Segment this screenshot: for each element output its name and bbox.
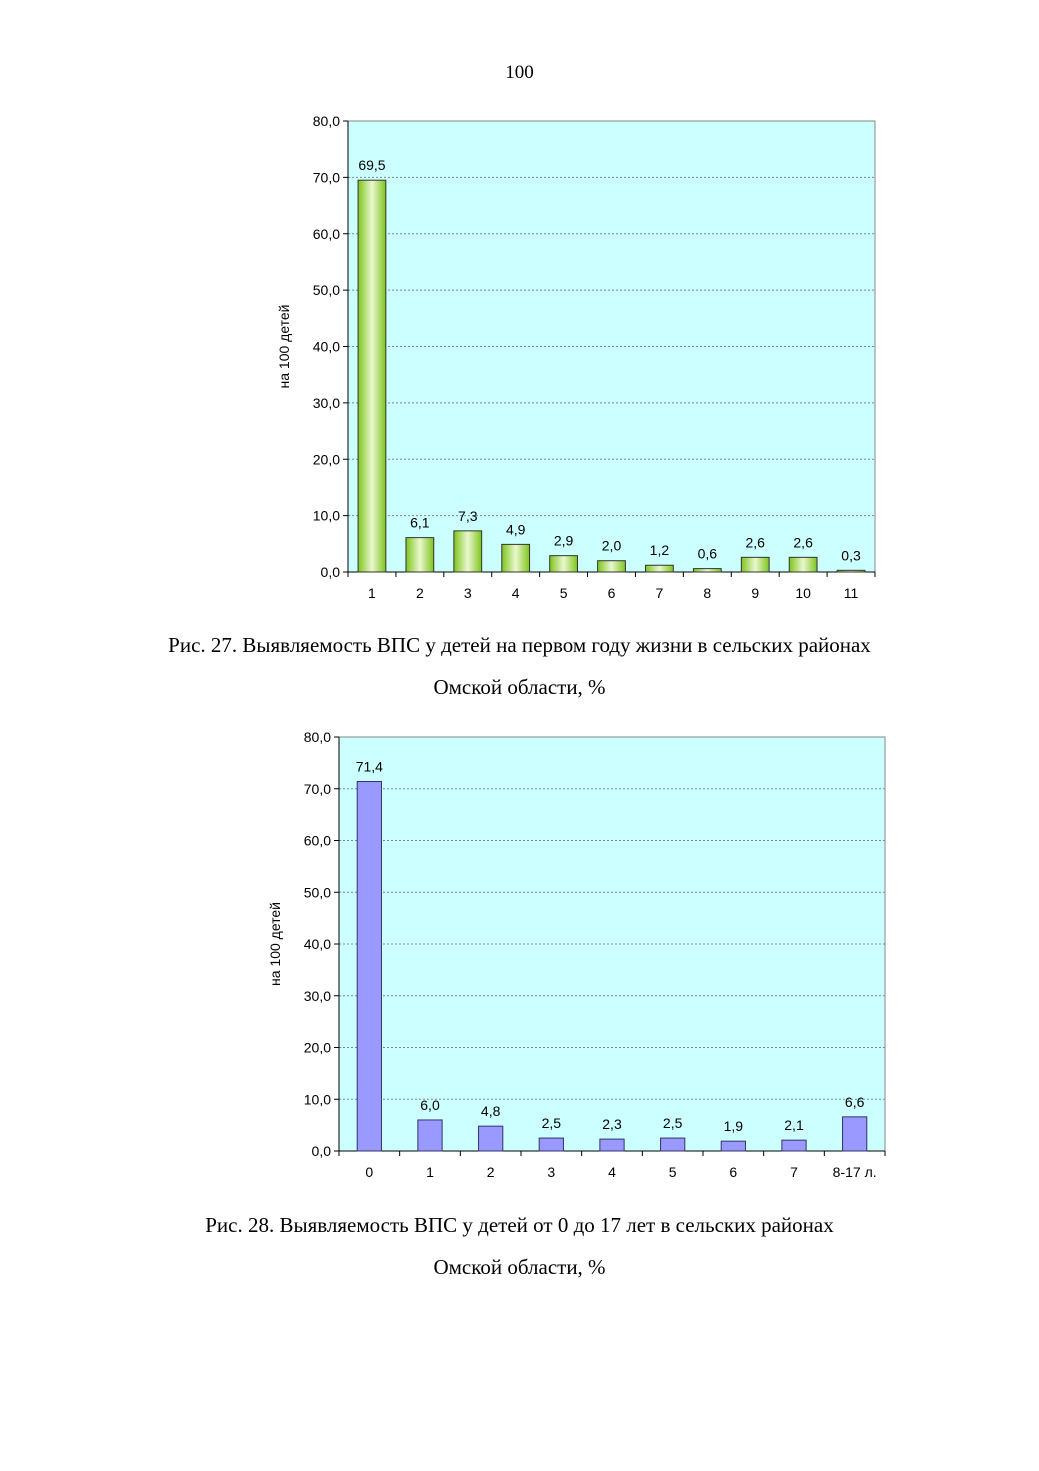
y-tick-label: 60,0 bbox=[312, 225, 340, 242]
y-tick-label: 30,0 bbox=[303, 987, 331, 1004]
bar bbox=[782, 1140, 806, 1151]
bar bbox=[661, 1138, 685, 1151]
y-tick-label: 80,0 bbox=[303, 729, 331, 745]
data-label: 6,6 bbox=[844, 1093, 865, 1110]
data-label: 2,0 bbox=[601, 537, 622, 554]
data-label: 1,9 bbox=[723, 1118, 744, 1135]
y-axis-label: на 100 детей bbox=[276, 304, 292, 389]
y-tick-label: 70,0 bbox=[312, 169, 340, 186]
x-tick-label: 1 bbox=[368, 585, 376, 601]
bar bbox=[418, 1120, 442, 1151]
data-label: 4,9 bbox=[505, 521, 526, 538]
figure-27-caption-line-2: Омской области, % bbox=[433, 675, 606, 699]
data-label: 4,8 bbox=[480, 1103, 501, 1120]
y-tick-label: 70,0 bbox=[303, 780, 331, 797]
x-tick-label: 5 bbox=[559, 585, 568, 601]
data-label: 71,4 bbox=[355, 758, 383, 775]
y-axis-label: на 100 детей bbox=[267, 901, 283, 987]
y-tick-label: 60,0 bbox=[303, 832, 331, 849]
bar bbox=[357, 782, 381, 1151]
x-tick-label: 6 bbox=[729, 1164, 738, 1180]
x-tick-label: 3 bbox=[547, 1164, 556, 1180]
y-tick-label: 10,0 bbox=[303, 1091, 331, 1108]
data-label: 2,9 bbox=[553, 532, 574, 549]
x-tick-label: 2 bbox=[486, 1164, 495, 1180]
y-tick-label: 40,0 bbox=[303, 936, 331, 952]
x-tick-label: 11 bbox=[843, 585, 859, 601]
bar bbox=[539, 1138, 563, 1151]
bar bbox=[479, 1126, 503, 1151]
x-tick-label: 0 bbox=[365, 1164, 374, 1180]
data-label: 0,6 bbox=[697, 545, 718, 562]
x-tick-label: 1 bbox=[426, 1164, 434, 1180]
figure-27-caption-line-1: Рис. 27. Выявляемость ВПС у детей на первом году жизни в сельских районах bbox=[168, 633, 871, 657]
data-label: 6,1 bbox=[410, 514, 430, 531]
bar bbox=[600, 1139, 624, 1151]
data-label: 69,5 bbox=[358, 157, 386, 174]
y-tick-label: 0,0 bbox=[320, 564, 340, 580]
x-tick-label: 3 bbox=[463, 585, 472, 601]
x-tick-label: 8-17 л. bbox=[832, 1164, 877, 1180]
x-tick-label: 8 bbox=[703, 585, 712, 601]
page-number: 100 bbox=[505, 62, 534, 83]
data-label: 2,5 bbox=[662, 1115, 683, 1132]
figure-28-caption-line-1: Рис. 28. Выявляемость ВПС у детей от 0 до 17 лет в сельских районах bbox=[205, 1213, 834, 1237]
y-tick-label: 20,0 bbox=[303, 1039, 331, 1056]
bar bbox=[843, 1117, 867, 1151]
data-label: 2,6 bbox=[745, 534, 765, 551]
y-tick-label: 20,0 bbox=[312, 451, 340, 468]
y-tick-label: 30,0 bbox=[312, 394, 340, 411]
x-tick-label: 5 bbox=[668, 1164, 677, 1180]
y-tick-label: 80,0 bbox=[312, 113, 340, 129]
data-label: 2,1 bbox=[784, 1117, 804, 1134]
y-tick-label: 10,0 bbox=[312, 507, 340, 524]
x-tick-label: 4 bbox=[511, 585, 520, 601]
x-tick-label: 2 bbox=[415, 585, 424, 601]
x-tick-label: 6 bbox=[607, 585, 616, 601]
figure-28-caption-line-2: Омской области, % bbox=[433, 1255, 606, 1279]
data-label: 2,5 bbox=[541, 1115, 562, 1132]
x-tick-label: 7 bbox=[655, 585, 664, 601]
y-tick-label: 0,0 bbox=[311, 1143, 331, 1159]
y-tick-label: 50,0 bbox=[303, 884, 331, 901]
data-label: 2,6 bbox=[793, 534, 813, 551]
bar bbox=[721, 1141, 745, 1151]
data-label: 1,2 bbox=[649, 542, 670, 559]
y-tick-label: 50,0 bbox=[312, 282, 340, 299]
x-tick-label: 10 bbox=[795, 585, 811, 601]
x-tick-label: 9 bbox=[751, 585, 760, 601]
figure-28-caption bbox=[0, 1204, 1039, 1288]
data-label: 0,3 bbox=[841, 547, 861, 564]
x-tick-label: 7 bbox=[790, 1164, 798, 1180]
x-tick-label: 4 bbox=[608, 1164, 616, 1180]
data-label: 2,3 bbox=[602, 1116, 622, 1133]
y-tick-label: 40,0 bbox=[312, 338, 340, 355]
data-label: 6,0 bbox=[420, 1096, 440, 1113]
data-label: 7,3 bbox=[458, 507, 478, 524]
